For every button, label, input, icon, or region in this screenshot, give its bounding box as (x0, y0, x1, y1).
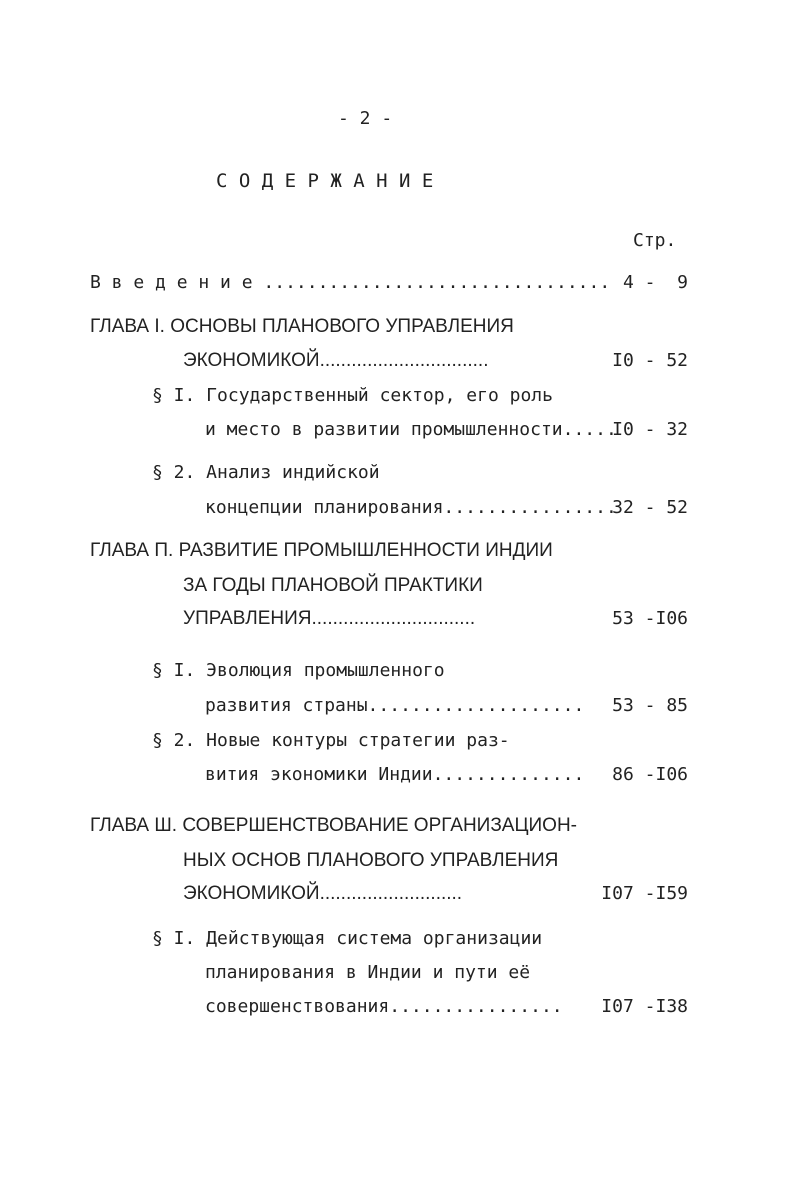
toc-chapter3-line3: ЭКОНОМИКОЙ........................... (183, 883, 463, 904)
toc-chapter2-line1: ГЛАВА П. РАЗВИТИЕ ПРОМЫШЛЕННОСТИ ИНДИИ (90, 540, 553, 561)
toc-ch2-section2-pages: 86 -I06 (612, 764, 688, 785)
toc-chapter3-pages: I07 -I59 (601, 883, 688, 904)
toc-chapter2-pages: 53 -I06 (612, 608, 688, 629)
toc-chapter2-line2: ЗА ГОДЫ ПЛАНОВОЙ ПРАКТИКИ (183, 575, 483, 596)
page-column-label: Стр. (633, 230, 677, 251)
toc-intro-pages: 4 - 9 (622, 272, 688, 293)
toc-ch2-section2-line2: вития экономики Индии.............. (205, 764, 585, 785)
toc-chapter1-pages: I0 - 52 (612, 350, 688, 371)
toc-ch2-section1-line1: § I. Эволюция промышленного (152, 660, 445, 681)
toc-ch2-section1-line2: развития страны.................... (205, 695, 585, 716)
toc-chapter2-line3: УПРАВЛЕНИЯ............................... (183, 608, 476, 629)
toc-ch3-section1-pages: I07 -I38 (601, 996, 688, 1017)
page-number: - 2 - (338, 108, 393, 129)
toc-chapter3-line1: ГЛАВА Ш. СОВЕРШЕНСТВОВАНИЕ ОРГАНИЗАЦИОН- (90, 815, 578, 836)
toc-chapter1-line2: ЭКОНОМИКОЙ................................ (183, 350, 489, 371)
toc-ch1-section1-pages: I0 - 32 (612, 419, 688, 440)
toc-chapter3-line2: НЫХ ОСНОВ ПЛАНОВОГО УПРАВЛЕНИЯ (183, 850, 559, 871)
toc-ch3-section1-line1: § I. Действующая система организации (152, 928, 543, 949)
toc-ch2-section1-pages: 53 - 85 (612, 695, 688, 716)
toc-ch3-section1-line2: планирования в Индии и пути её (205, 962, 531, 983)
toc-chapter1-line1: ГЛАВА I. ОСНОВЫ ПЛАНОВОГО УПРАВЛЕНИЯ (90, 316, 514, 337)
toc-ch1-section2-line2: концепции планирования................ (205, 497, 617, 518)
toc-ch1-section2-line1: § 2. Анализ индийской (152, 462, 380, 483)
toc-ch1-section1-line1: § I. Государственный сектор, его роль (152, 385, 553, 406)
toc-ch1-section2-pages: 32 - 52 (612, 497, 688, 518)
toc-ch2-section2-line1: § 2. Новые контуры стратегии раз- (152, 730, 510, 751)
toc-ch3-section1-line3: совершенствования................ (205, 996, 563, 1017)
toc-intro-text: В в е д е н и е ................................ (90, 272, 611, 293)
page-title: С О Д Е Р Ж А Н И Е (216, 170, 434, 192)
toc-ch1-section1-line2: и место в развитии промышленности..... (205, 419, 617, 440)
